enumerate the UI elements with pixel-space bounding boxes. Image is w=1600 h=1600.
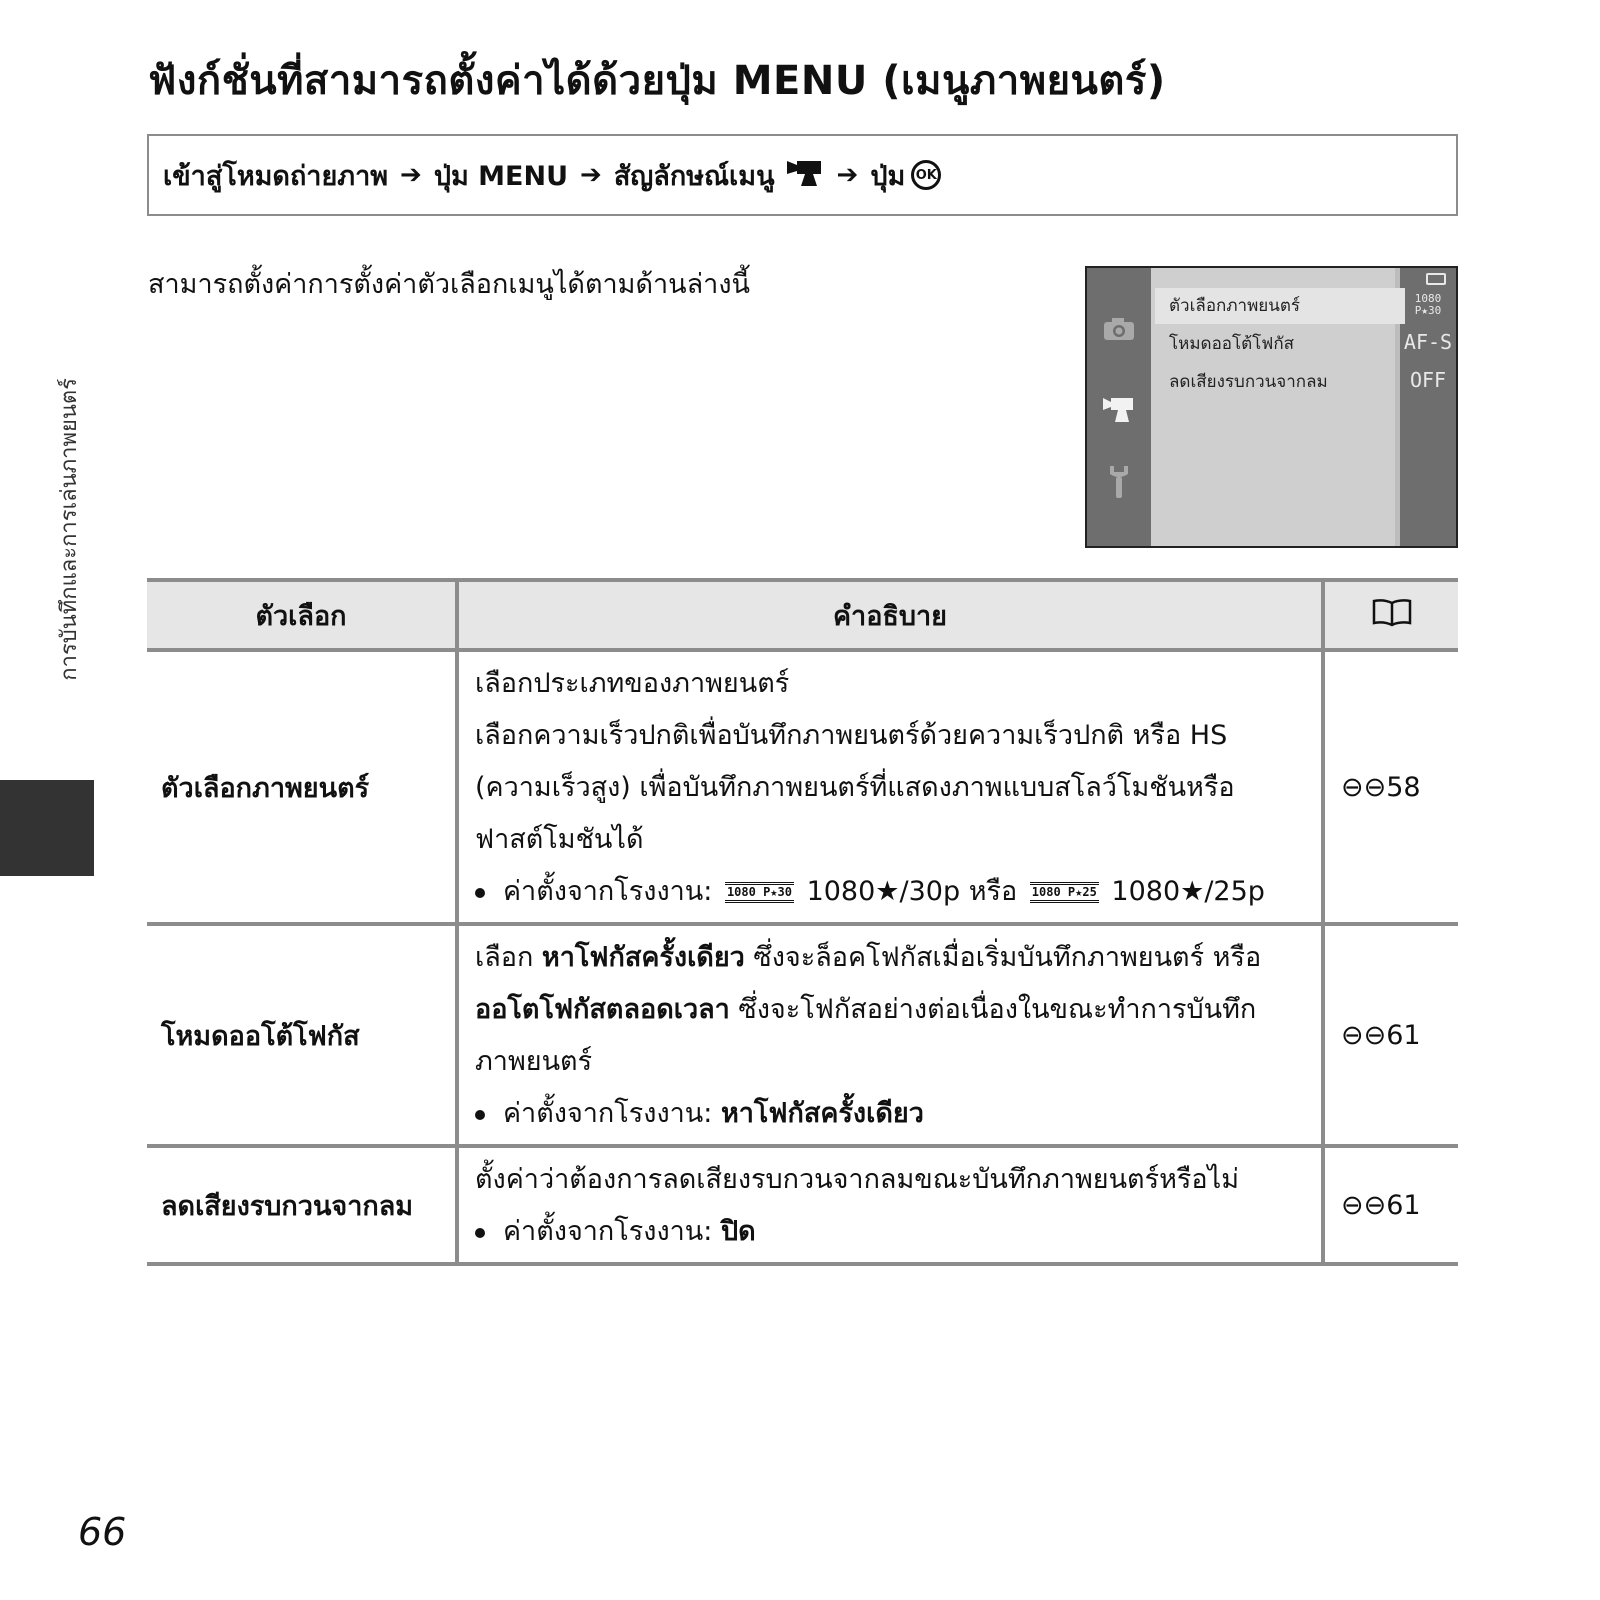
page-number: 66 [78,1510,127,1554]
wrench-icon [1101,464,1137,507]
desc-line: เลือกประเภทของภาพยนตร์ [475,668,790,699]
battery-icon [1426,273,1446,285]
option-description [457,924,1323,1146]
navigation-path [147,134,1458,216]
arrow-icon: ➔ [836,160,859,190]
option-name: ตัวเลือกภาพยนตร์ [147,650,457,924]
default-value: หาโฟกัสครั้งเดียว [720,1098,924,1129]
chapter-side-label: การบันทึกและการเล่นภาพยนตร์ [57,378,82,681]
default-value: ปิด [720,1216,756,1247]
arrow-icon: ➔ [400,160,422,190]
screen-value-af-mode: AF-S [1403,330,1453,354]
option-name: โหมดออโต้โฟกัส [147,924,457,1146]
header-description: คำอธิบาย [457,580,1323,650]
bullet-icon [475,1110,485,1120]
table-row [147,650,1458,924]
default-setting [475,866,1307,918]
default-label: ค่าตั้งจากโรงงาน: [503,876,713,907]
arrow-icon: ➔ [580,160,602,190]
table-row [147,1146,1458,1264]
nav-step-ok-button: ปุ่ม [870,160,906,192]
or-text: หรือ [968,876,1018,907]
desc-line: (ความเร็วสูง) เพื่อบันทึกภาพยนตร์ที่แสดงภาพแบบสโลว์โมชันหรือ [475,772,1235,803]
intro-text: สามารถตั้งค่าการตั้งค่าตัวเลือกเมนูได้ตามด้านล่างนี้ [148,269,750,300]
desc-bold-term: ออโตโฟกัสตลอดเวลา [475,994,730,1025]
ok-button-icon: OK [911,160,941,190]
reference-page: 61 [1386,1019,1421,1051]
screen-menu-item-movie-options: ตัวเลือกภาพยนตร์ [1155,288,1405,324]
resolution-1080-25p-icon: 1080 P★25 [1030,882,1099,903]
nav-step-shooting-mode: เข้าสู่โหมดถ่ายภาพ [163,160,389,192]
screen-value-wind-noise: OFF [1409,368,1447,392]
desc-line [475,932,1307,984]
bullet-icon [475,1228,485,1238]
bullet-icon [475,888,485,898]
option-description [457,650,1323,924]
desc-line: เลือกความเร็วปกติเพื่อบันทึกภาพยนตร์ด้วยความเร็วปกติ หรือ HS [475,720,1228,751]
option-description [457,1146,1323,1264]
options-table [147,578,1458,1266]
header-ref [1323,580,1458,650]
screen-value-movie-options: 1080 P★30 [1414,292,1442,317]
nav-step-menu-icon: สัญลักษณ์เมนู [613,160,775,192]
header-option: ตัวเลือก [147,580,457,650]
desc-line: ฟาสต์โมชันได้ [475,824,644,855]
desc-text: ซึ่งจะล็อคโฟกัสเมื่อเริ่มบันทึกภาพยนตร์ หรือ [744,942,1262,973]
reference-cell [1323,1146,1458,1264]
camera-icon [1101,316,1137,349]
chapter-tab [0,780,94,876]
desc-line: ตั้งค่าว่าต้องการลดเสียงรบกวนจากลมขณะบันทึกภาพยนตร์หรือไม่ [475,1164,1239,1195]
reference-cell [1323,924,1458,1146]
movie-camera-icon [1101,394,1137,431]
table-row [147,924,1458,1146]
book-icon [1370,597,1414,634]
default-label: ค่าตั้งจากโรงงาน: [503,1098,713,1129]
screen-menu-item-af-mode: โหมดออโต้โฟกัส [1169,334,1295,354]
option-name: ลดเสียงรบกวนจากลม [147,1146,457,1264]
desc-line: ภาพยนตร์ [475,1046,593,1077]
desc-line [475,984,1307,1036]
reference-section-icon: ⊖⊖ [1341,1019,1387,1051]
reference-section-icon: ⊖⊖ [1341,1189,1387,1221]
resolution-1080-30p-icon: 1080 P★30 [725,882,794,903]
reference-page: 61 [1386,1189,1421,1221]
reference-page: 58 [1386,771,1421,803]
movie-camera-icon [785,157,825,194]
default-setting [475,1088,1307,1140]
desc-bold-term: หาโฟกัสครั้งเดียว [541,942,745,973]
page-title: ฟังก์ชั่นที่สามารถตั้งค่าได้ด้วยปุ่ม MENU (เมนูภาพยนตร์) [148,58,1166,104]
default-label: ค่าตั้งจากโรงงาน: [503,1216,713,1247]
default-value: 1080★/30p [806,876,961,907]
table-header-row [147,580,1458,650]
desc-text: ซึ่งจะโฟกัสอย่างต่อเนื่องในขณะทำการบันทึก [729,994,1257,1025]
camera-menu-screen [1085,266,1458,548]
default-setting [475,1206,1307,1258]
reference-cell [1323,650,1458,924]
desc-text: เลือก [475,942,542,973]
screen-menu-item-wind-noise: ลดเสียงรบกวนจากลม [1169,372,1328,392]
nav-step-menu-button: ปุ่ม MENU [433,160,569,192]
reference-section-icon: ⊖⊖ [1341,771,1387,803]
default-value: 1080★/25p [1111,876,1265,907]
